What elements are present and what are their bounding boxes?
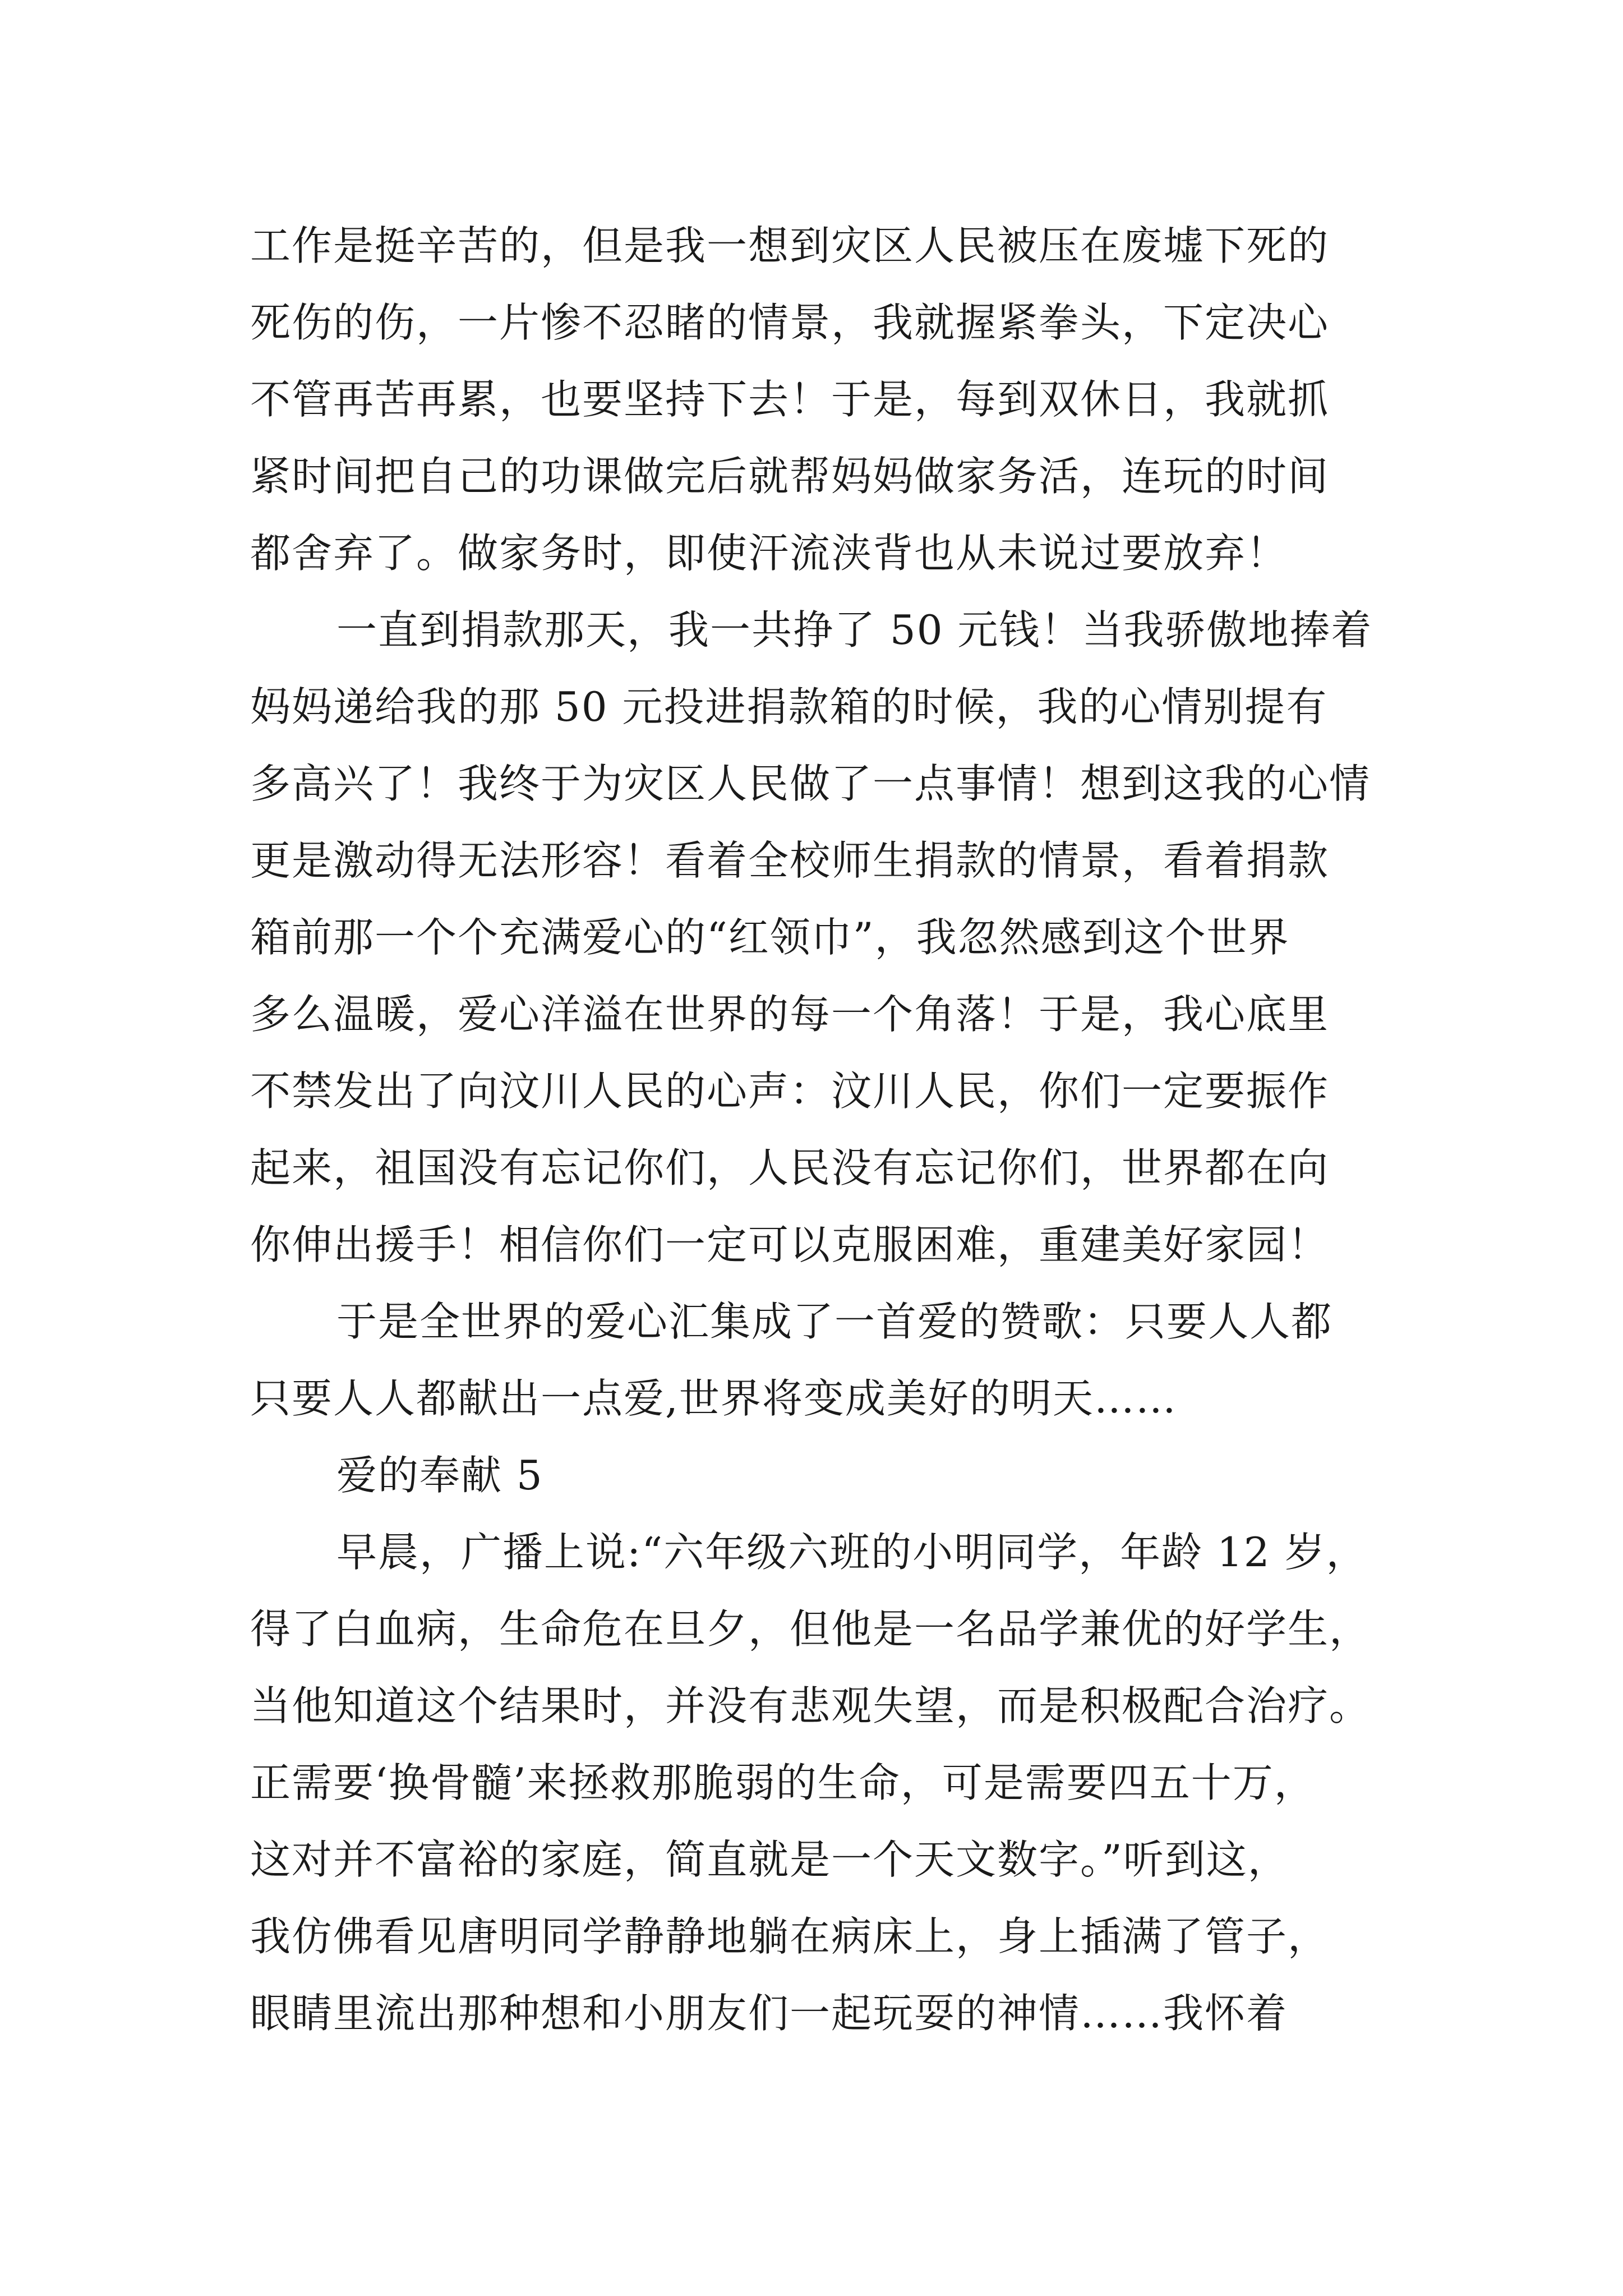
- text-line: 更是激动得无法形容！看着全校师生捐款的情景，看着捐款: [250, 837, 1330, 884]
- text-line: 你伸出援手！相信你们一定可以克服困难，重建美好家园！: [250, 1221, 1330, 1268]
- text-line: 紧时间把自己的功课做完后就帮妈妈做家务活，连玩的时间: [250, 453, 1330, 500]
- text-line: 箱前那一个个充满爱心的“红领巾”，我忽然感到这个世界: [250, 914, 1290, 961]
- text-line: 工作是挺辛苦的，但是我一想到灾区人民被压在废墟下死的: [250, 222, 1330, 269]
- paragraph-first-line: 早晨，广播上说:“六年级六班的小明同学，年龄 12 岁，: [336, 1529, 1368, 1576]
- text-line: 当他知道这个结果时，并没有悲观失望，而是积极配合治疗。: [250, 1682, 1371, 1729]
- paragraph-first-line: 一直到捐款那天，我一共挣了 50 元钱！当我骄傲地捧着: [336, 606, 1373, 654]
- text-line: 不禁发出了向汶川人民的心声：汶川人民，你们一定要振作: [250, 1068, 1330, 1115]
- text-line: 不管再苦再累，也要坚持下去！于是，每到双休日，我就抓: [250, 376, 1330, 423]
- text-line: 多么温暖，爱心洋溢在世界的每一个角落！于是，我心底里: [250, 991, 1330, 1038]
- section-title: 爱的奉献 5: [336, 1452, 543, 1499]
- text-line: 起来，祖国没有忘记你们，人民没有忘记你们，世界都在向: [250, 1144, 1330, 1191]
- text-line: 得了白血病，生命危在旦夕，但他是一名品学兼优的好学生，: [250, 1605, 1371, 1653]
- text-line: 正需要‘换骨髓’来拯救那脆弱的生命，可是需要四五十万，: [250, 1759, 1316, 1806]
- text-line: 只要人人都献出一点爱,世界将变成美好的明天……: [250, 1375, 1177, 1422]
- text-line: 都舍弃了。做家务时，即使汗流浃背也从未说过要放弃！: [250, 530, 1288, 577]
- text-line: 妈妈递给我的那 50 元投进捐款箱的时候，我的心情别提有: [250, 683, 1328, 730]
- paragraph-first-line: 于是全世界的爱心汇集成了一首爱的赞歌：只要人人都: [336, 1298, 1333, 1345]
- text-line: 我仿佛看见唐明同学静静地躺在病床上，身上插满了管子，: [250, 1913, 1330, 1960]
- text-line: 死伤的伤，一片惨不忍睹的情景，我就握紧拳头，下定决心: [250, 299, 1330, 346]
- text-line: 多高兴了！我终于为灾区人民做了一点事情！想到这我的心情: [250, 760, 1371, 807]
- text-line: 眼睛里流出那种想和小朋友们一起玩耍的神情……我怀着: [250, 1990, 1288, 2037]
- text-line: 这对并不富裕的家庭，简直就是一个天文数字。”听到这，: [250, 1836, 1289, 1883]
